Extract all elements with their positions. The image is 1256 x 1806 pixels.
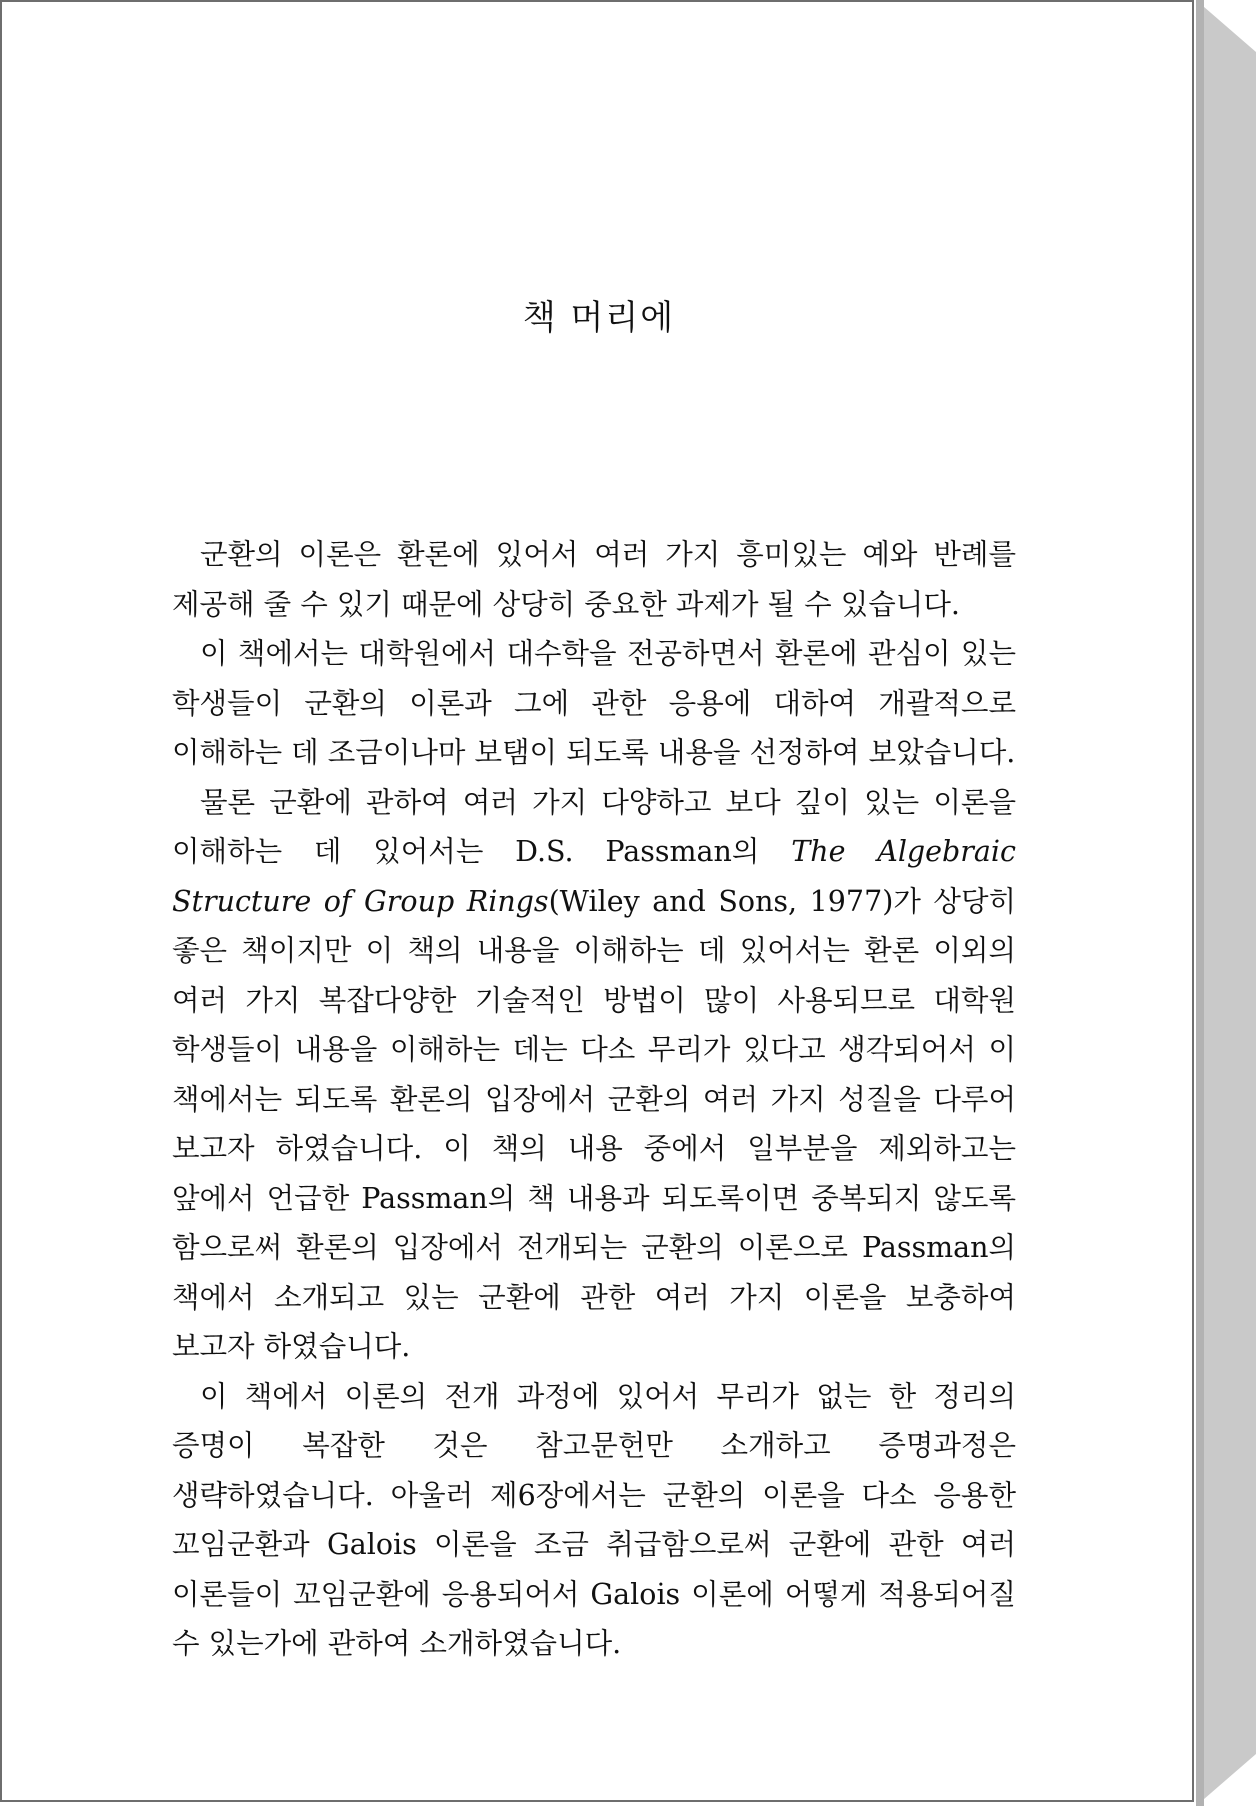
book-side-shadow [1196, 0, 1204, 1806]
preface-body [172, 530, 1016, 1669]
paragraph-1: 군환의 이론은 환론에 있어서 여러 가지 흥미있는 예와 반례를 제공해 줄 수 있기 때문에 상당히 중요한 과제가 될 수 있습니다. [172, 538, 1016, 621]
paragraph-3 [172, 778, 1016, 1372]
paragraph-3-part-2: (Wiley and Sons, 1977)가 상당히 좋은 책이지만 이 책의 내용을 이해하는 데 있어서는 환론 이외의 여러 가지 복잡다양한 기술적인 방법이 많이 사용되므로 대학원 학생들이 내용을 이해하는 데는 다소 무리가 있다고 생각되어서 이 책에서는 되도록 환론의 입장에서 군환의 여러 가지 성질을 다루어 보고자 하였습니다. 이 책의 내용 중에서 일부분을 제외하고는 앞에서 언급한 Passman의 책 내용과 되도록이면 중복되지 않도록 함으로써 환론의 입장에서 전개되는 군환의 이론으로 Passman의 책에서 소개되고 있는 군환에 관한 여러 가지 이론을 보충하여 보고자 하였습니다. [172, 884, 1017, 1363]
book-side-edge [1196, 0, 1256, 1806]
book-title-reference: The Algebraic Structure of Group Rings [172, 835, 1016, 918]
page-title: 책 머리에 [522, 298, 676, 338]
paragraph-2: 이 책에서는 대학원에서 대수학을 전공하면서 환론에 관심이 있는 학생들이 군환의 이론과 그에 관한 응용에 대하여 개괄적으로 이해하는 데 조금이나마 보탬이 되도록 내용을 선정하여 보았습니다. [172, 637, 1016, 769]
paragraph-3-part-1: 물론 군환에 관하여 여러 가지 다양하고 보다 깊이 있는 이론을 이해하는 데 있어서는 D.S. Passman의 [172, 785, 1016, 868]
paragraph-4: 이 책에서 이론의 전개 과정에 있어서 무리가 없는 한 정리의 증명이 복잡한 것은 참고문헌만 소개하고 증명과정은 생략하였습니다. 아울러 제6장에서는 군환의 이론을 다소 응용한 꼬임군환과 Galois 이론을 조금 취급함으로써 군환에 관한 여러 이론들이 꼬임군환에 응용되어서 Galois 이론에 어떻게 적용되어질 수 있는가에 관하여 소개하였습니다. [172, 1379, 1016, 1660]
